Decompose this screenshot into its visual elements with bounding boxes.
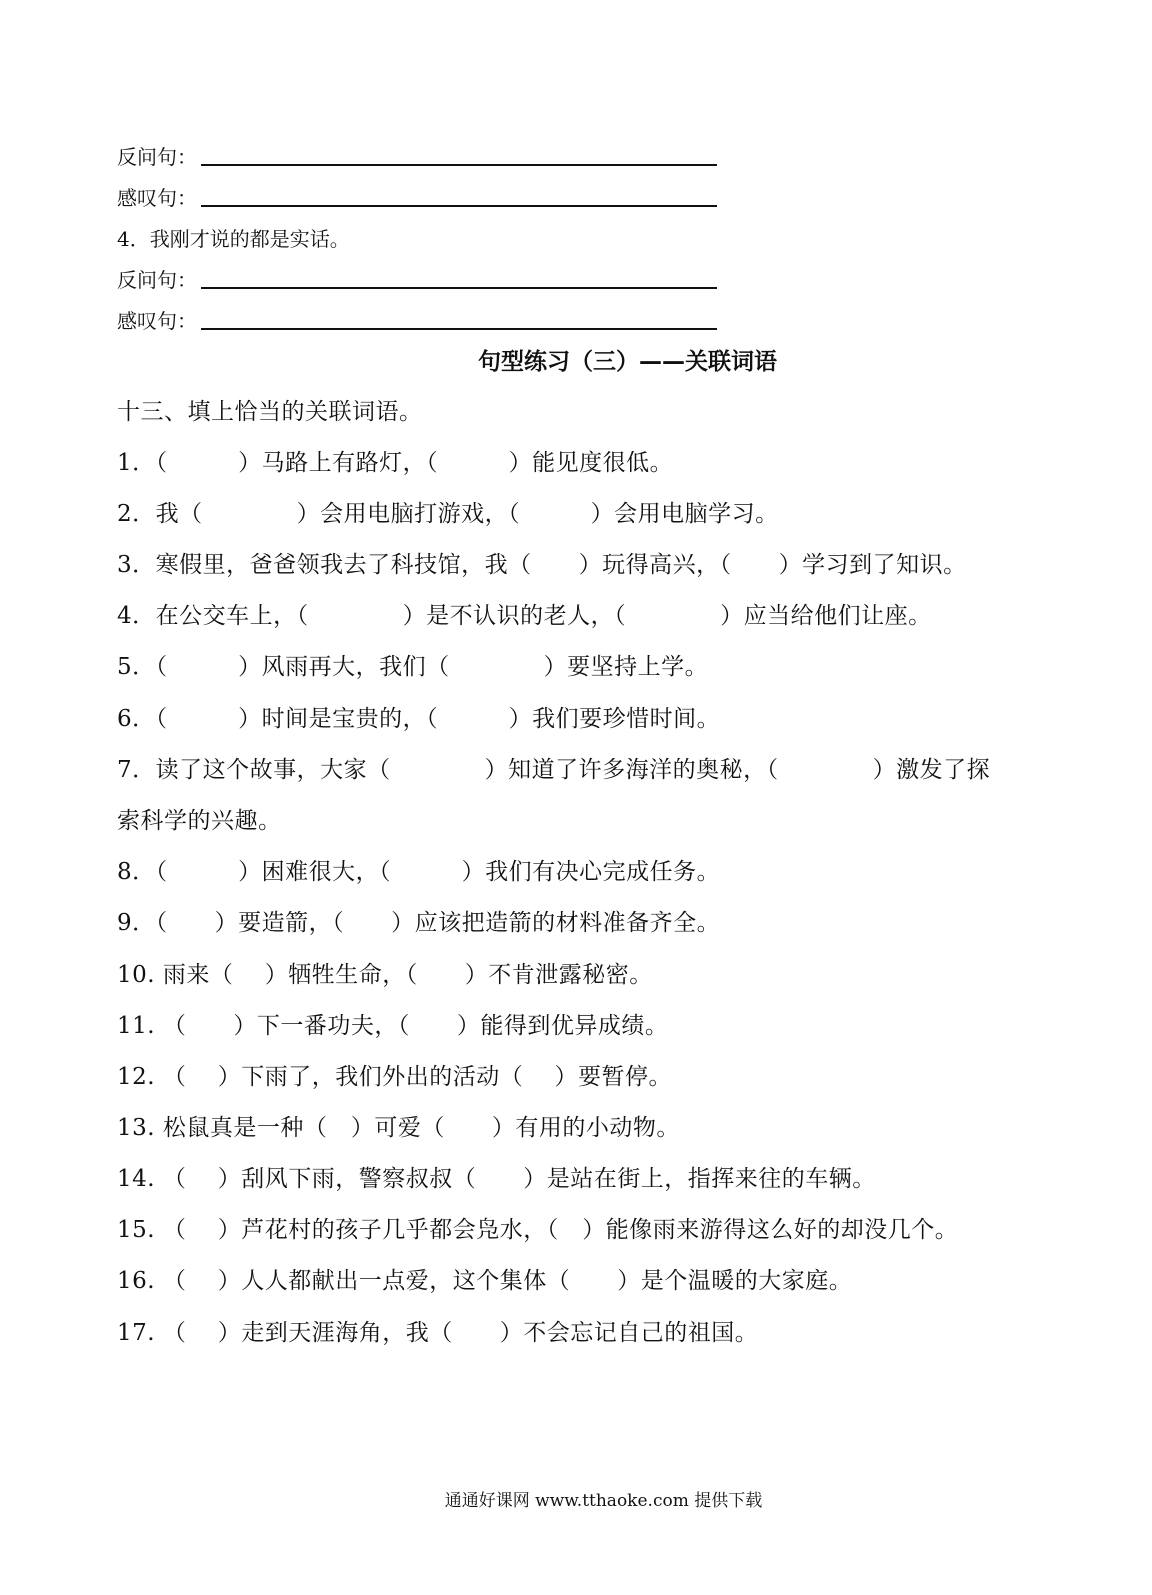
q3-rhetorical-answer-line[interactable] <box>201 164 717 166</box>
question-8: 8．（ ）困难很大，（ ）我们有决心完成任务。 <box>117 859 721 885</box>
section-title: 句型练习（三）——关联词语 <box>478 349 777 375</box>
question-17: 17. （ ）走到天涯海角，我（ ）不会忘记自己的祖国。 <box>117 1320 759 1346</box>
q4-rhetorical-row <box>117 264 717 293</box>
q4-rhetorical-label: 反问句： <box>117 268 197 292</box>
question-13: 13. 松鼠真是一种（ ）可爱（ ）有用的小动物。 <box>117 1115 680 1141</box>
q3-rhetorical-row <box>117 141 717 170</box>
q3-exclaim-row <box>117 182 717 211</box>
q4-exclaim-answer-line[interactable] <box>201 328 717 330</box>
question-9: 9．（ ）要造箭，（ ）应该把造箭的材料准备齐全。 <box>117 910 721 936</box>
question-6: 6．（ ）时间是宝贵的，（ ）我们要珍惜时间。 <box>117 706 721 732</box>
q3-exclaim-label: 感叹句： <box>117 186 197 210</box>
question-15: 15. （ ）芦花村的孩子几乎都会凫水，（ ）能像雨来游得这么好的却没几个。 <box>117 1217 959 1243</box>
question-10: 10. 雨来（ ）牺牲生命，（ ）不肯泄露秘密。 <box>117 962 653 988</box>
q4-text: 4．我刚才说的都是实话。 <box>117 227 350 251</box>
question-2: 2．我（ ）会用电脑打游戏，（ ）会用电脑学习。 <box>117 501 779 527</box>
q4-exclaim-row <box>117 305 717 334</box>
q4-exclaim-label: 感叹句： <box>117 309 197 333</box>
exercise-heading: 十三、填上恰当的关联词语。 <box>117 399 423 425</box>
q3-rhetorical-label: 反问句： <box>117 145 197 169</box>
q4-rhetorical-answer-line[interactable] <box>201 287 717 289</box>
question-7-continuation: 索科学的兴趣。 <box>117 808 282 834</box>
question-4: 4．在公交车上，（ ）是不认识的老人，（ ）应当给他们让座。 <box>117 603 932 629</box>
page-footer: 通通好课网 www.tthaoke.com 提供下载 <box>444 1491 763 1511</box>
question-12: 12. （ ）下雨了，我们外出的活动（ ）要暂停。 <box>117 1064 673 1090</box>
question-14: 14. （ ）刮风下雨，警察叔叔（ ）是站在街上，指挥来往的车辆。 <box>117 1166 876 1192</box>
q3-exclaim-answer-line[interactable] <box>201 205 717 207</box>
question-5: 5．（ ）风雨再大，我们（ ）要坚持上学。 <box>117 654 709 680</box>
question-1: 1．（ ）马路上有路灯，（ ）能见度很低。 <box>117 450 674 476</box>
question-16: 16. （ ）人人都献出一点爱，这个集体（ ）是个温暖的大家庭。 <box>117 1268 853 1294</box>
question-11: 11. （ ）下一番功夫，（ ）能得到优异成绩。 <box>117 1013 669 1039</box>
question-3: 3．寒假里，爸爸领我去了科技馆，我（ ）玩得高兴，（ ）学习到了知识。 <box>117 552 967 578</box>
question-7: 7．读了这个故事，大家（ ）知道了许多海洋的奥秘，（ ）激发了探 <box>117 757 991 783</box>
